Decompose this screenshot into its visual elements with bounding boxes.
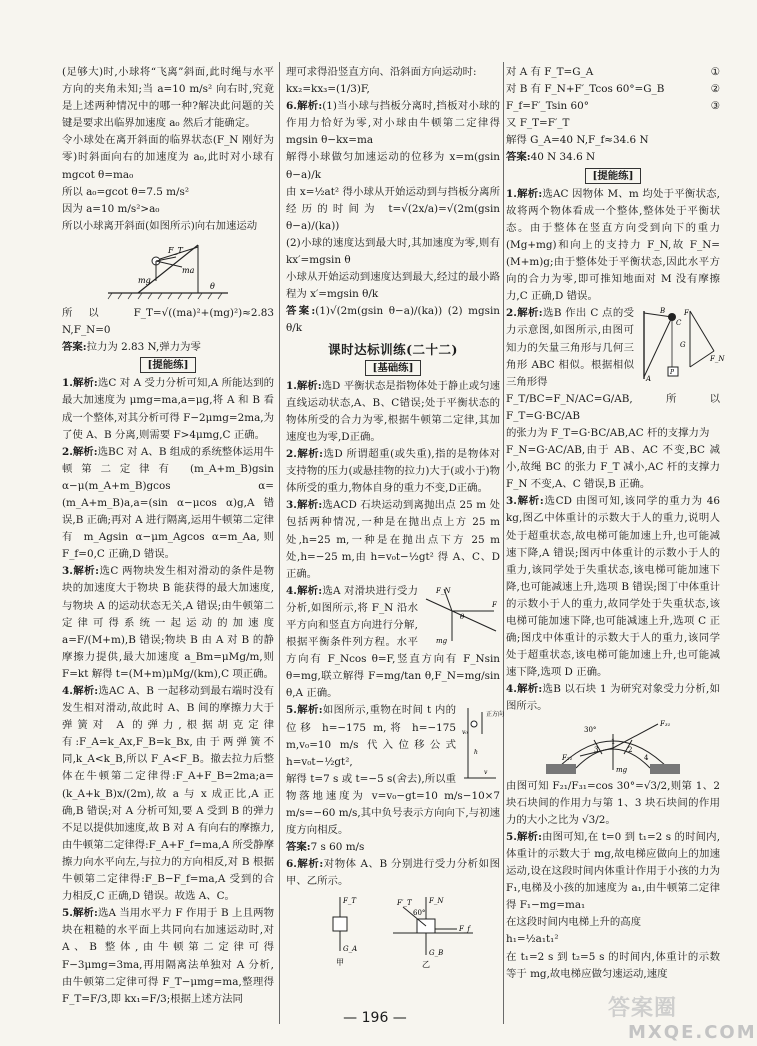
label-fn: F_N [710,355,725,364]
label-ga: G_A [343,944,358,953]
question-number: 2. [286,448,297,461]
question [286,446,500,497]
question-number: 2. [62,445,73,458]
label-ff: F_f [459,924,470,933]
section-heading [506,168,720,185]
label-ft: F_T [343,896,357,905]
question-text: 选B 作出 C 点的受力示意图,如图所示,由图可知力的矢量三角形与几何三角形 ABC 相似。根据相似三角形得 [506,307,634,388]
label-gb: G_B [429,948,444,957]
label-ft-prime: F′_T [397,898,412,907]
rod-rope-figure [638,307,725,384]
label-b: B [660,307,666,316]
label-f31: F₃₁ [660,719,671,728]
label-ft: F_T [168,245,183,255]
figure-caption-yi: 乙 [422,959,430,969]
question-text: 选BC 对 A、B 组成的系统整体运用牛顿第二定律有 (m_A+m_B)gsin α−μ(m_A+m_B)gcos α=(m_A+m_B)a,a=(sin α−μcos α)g,A 错误,B 正确;再对 A 进行隔离,运用牛顿第二定律有 m_Agsin α−μm_Agcos α=m_Aa,则 F_f=0,C 正确,D 错误。 [62,445,274,561]
label-a: A [646,375,652,384]
answer-line [286,303,500,337]
column-divider [279,62,280,1024]
label-v: v [484,769,488,777]
falling-object-figure [460,704,505,782]
analysis-label: 解析: [516,187,543,200]
question-text: 对物体 A、B 分别进行受力分析如图甲、乙所示。 [286,858,500,888]
label-ma: ma [182,265,195,275]
question [286,583,500,703]
equation: F_f=F′_Tsin 60° [506,100,589,113]
question-text: 由图可知,在 t=0 到 t₁=2 s 的时间内,体重计的示数大于 mg,故电梯应做向上的加速运动,设在这段时间内体重计作用于小孩的力为 F₁,电梯及小孩的加速度为 a₁,由牛顿第二定律得 F₁−mg=ma₁ [506,830,720,912]
answer-line [286,839,500,856]
question-number: 5. [286,704,297,717]
analysis-label: 解析: [72,565,99,578]
column-middle [286,64,505,971]
label-f21: F₂₁ [562,753,573,762]
section-label: [基础练] [365,360,420,376]
paragraph: 由 x=½at² 得小球从开始运动到与挡板分离所经历的时间为 t=√(2x/a)=√(2m(gsin θ−a)/(ka)) [286,185,500,232]
page-number: — 196 — [343,1010,407,1026]
analysis-label: 解析: [296,499,323,512]
question-text: 选B 以石块 1 为研究对象受力分析,如图所示。 [506,683,720,713]
equation: 对 B 有 F_N+F′_Tcos 60°=G_B [506,83,665,96]
question [506,493,720,681]
answer-text: 拉力为 2.83 N,弹力为零 [86,341,201,354]
answer-label: 答案: [286,305,316,318]
question [506,681,720,715]
label-stone-4: 4 [644,753,649,762]
analysis-label: 解析: [72,377,98,390]
paragraph: 的张力为 F_T=G·BC/AB,AC 杆的支撑力为 [506,426,710,439]
analysis-label: 解析: [72,445,98,458]
analysis-label: 解析: [296,584,323,597]
question [506,305,725,390]
question-text: 选D 平衡状态是指物体处于静止或匀速直线运动状态,A、B、C错误;处于平衡状态的物体所受的合力为零,根据牛顿第二定律,其加速度也为零,D正确。 [286,379,500,443]
paragraph: 令小球处在离开斜面的临界状态(F_N 刚好为零)时斜面向右的加速度为 a₀,此时对小球有 mgcot θ=ma₀ [62,134,274,181]
analysis-label: 解析: [296,379,322,392]
question [286,856,500,890]
label-stone-2: 2 [628,745,633,754]
question-text: 选ACD 石块运动到离抛出点 25 m 处包括两种情况,一种是在抛出点上方 25 m 处,h=25 m,一种是在抛出点下方 25 m 处,h=−25 m,由 h=v₀t−½gt² 得 A、C、D 正确。 [286,499,500,580]
analysis-label: 解析: [296,448,323,461]
question-number: 1. [286,379,297,392]
answer-text: (1)√(2m(gsin θ−a)/(ka)) (2) mgsin θ/k [286,305,500,335]
label-g: G [680,341,686,350]
equation: 对 A 有 F_T=G_A [506,66,594,78]
paragraph: 又 F_T=F′_T [506,117,570,130]
analysis-label: 解析: [72,685,99,697]
question [286,497,500,582]
question-number: 6. [286,858,297,871]
question [286,98,500,149]
question-number: 2. [506,307,517,320]
label-v0: v₀ [462,729,468,737]
answer-label: 答案: [62,341,87,354]
question-number: 6. [286,100,297,113]
analysis-label: 解析: [516,683,543,696]
paragraph: (2)小球的速度达到最大时,其加速度为零,则有 kx′=mgsin θ [286,236,500,267]
label-fn: F_N [436,586,451,595]
question-number: 4. [506,683,517,696]
paragraph: 在这段时间内电梯上升的高度 [506,916,642,929]
question-text: 选C 两物块发生相对滑动的条件是物块的加速度大于物块 B 能获得的最大加速度,与物块 A 的运动状态无关,A 错误;由牛顿第二定律可得系统一起运动的加速度 a=F/(M+m),B 错误;物块 B 由 A 对 B 的静摩擦力提供,最大加速度 a_Bm=μMg/m,则 F=kt 解得 t=(M+m)μMg/(km),C 项正确。 [62,565,274,680]
label-p: P [670,369,675,377]
equation-line [506,81,720,98]
paragraph: 所以小球离开斜面(如图所示)向右加速运动 [62,219,258,232]
label-h: h [474,749,478,757]
question-number: 1. [62,377,73,390]
paragraph: 理可求得沿竖直方向、沿斜面方向运动时: [286,66,477,78]
question [506,829,720,914]
equation-line [506,98,720,115]
column-divider [503,62,504,1024]
label-direction: 正方向 [486,711,505,719]
page-title: 课时达标训练(二十二) [328,341,458,357]
label-mg: mg [436,636,448,645]
analysis-label: 解析: [296,704,323,717]
question-text: 选AC A、B 一起移动到最右端时没有发生相对滑动,故此时 A、B 间的摩擦力大于弹簧对 A 的弹力,根据胡克定律有:F_A=k_Ax,F_B=k_Bx,由于两弹簧不同,k_A<k_B,所以 F_A<F_B。撤去拉力后整体在牛顿第二定律得:F_A+F_B=2ma;a=(k_A+k_B)x/(2m),故 a 与 x 成正比,A 正确,B 错误;对 A 分析可知,要 A 受到 B 的弹力不足以提供加速度,故 B 对 A 有向右的摩擦力,由牛顿第二定律得:F_A+F_f=ma,A 所受静摩擦力向水平向左,与拉力的方向相反,对 B 根据牛顿第二定律得:F_B−F_f=ma,A 受到的合力相反,C 正确,D 错误。故选 A、C。 [62,685,274,903]
answer-line [62,339,274,356]
paragraph: (足够大)时,小球将“飞离”斜面,此时绳与水平方向的夹角未知;当 a=10 m/s² 向右时,究竟是上述两种情况中的哪一种?解决此问题的关键是要求出临界加速度 a₀ 然后才能确定。 [62,66,274,130]
equation-number: ① [710,66,720,78]
question [62,905,274,1008]
label-c: C [676,319,682,328]
paragraph: 小球从开始运动到速度达到最大,经过的最小路程为 x′=mgsin θ/k [286,271,500,301]
question [62,375,274,443]
question [62,683,274,905]
page-number-value: 196 [361,1010,389,1026]
question [286,702,505,777]
label-f: F [492,600,497,609]
analysis-label: 解析: [72,907,98,920]
paragraph: 在 t₁=2 s 到 t₂=5 s 的时间内,体重计的示数等于 mg,故电梯应做匀速运动,速度 [506,950,720,980]
equation-number: ③ [710,100,720,113]
watermark-url: MXQE.COM [628,1022,757,1043]
paragraph: 因为 a=10 m/s²>a₀ [62,202,160,215]
block-force-figure [422,585,500,647]
analysis-label: 解析: [516,307,543,320]
label-60deg: 60° [413,908,426,917]
question [286,378,500,446]
paragraph: F_T/BC=F_N/AC=G/AB,所以 F_T=G·BC/AB [506,392,720,422]
answer-text: 7 s 60 m/s [310,841,365,854]
label-mg: mg [616,765,628,774]
paragraph: 解得小球做匀加速运动的位移为 x=m(gsin θ−a)/k [286,151,500,181]
question-number: 3. [62,565,73,578]
analysis-label: 解析: [296,100,323,113]
question-number: 3. [506,495,517,508]
column-right [506,64,725,983]
section-heading [286,360,500,377]
label-stone-1: 1 [611,737,616,746]
question-number: 1. [506,187,517,200]
question [506,186,720,306]
question-number: 5. [506,830,517,843]
answer-label: 答案: [506,151,531,164]
label-stone-3: 3 [594,745,599,754]
label-theta: θ [210,281,215,291]
label-30deg: 30° [584,725,597,734]
label-f: F [684,309,689,318]
question-number: 4. [286,584,297,597]
paragraph: 解得 G_A=40 N,F_f≈34.6 N [506,134,649,147]
question-text: (1)当小球与挡板分离时,挡板对小球的作用力恰好为零,对小球由牛顿第二定律得 mgsin θ−kx=ma [286,100,500,147]
free-body-diagrams [293,893,493,969]
question-text: 选A 当用水平力 F 作用于 B 上且两物块在粗糙的水平面上共同向右加速运动时,对 A、B 整体,由牛顿第二定律可得 F−3μmg=3ma,再用隔离法单独对 A 分析,由牛顿第二定律可得 F_T−μmg=ma,整理得 F_T=F/3,即 kx₁=F/3;根据上述方法同 [62,907,274,1005]
question [62,563,274,683]
paragraph: 所以 F_T=√((ma)²+(mg)²)≈2.83 N,F_N=0 [62,306,274,337]
section-heading [62,357,274,374]
question-number: 4. [62,685,73,697]
paragraph: 所以 a₀=gcot θ=7.5 m/s² [62,185,189,198]
question-number: 5. [62,907,73,920]
answer-text: 40 N 34.6 N [530,151,596,164]
label-theta: θ [460,612,465,621]
watermark-text: 答案圈 [608,996,678,1021]
question-text: 如图所示,重物在时间 t 内的位移 h=−175 m,将 h=−175 m,v₀=10 m/s 代入位移公式 h=v₀t−½gt², [286,704,456,768]
answer-line [506,149,720,166]
question-text: 选D 所谓超重(或失重),指的是物体对支持物的压力(或悬挂物的拉力)大于(或小于)物体所受的重力,物体自身的重力不变,D正确。 [286,448,500,495]
answer-label: 答案: [286,841,311,854]
stone-arch-figure [528,718,698,776]
figure-caption-jia: 甲 [336,957,344,967]
equation-number: ② [710,83,720,96]
question-text: 选A 对滑块进行受力分析,如图所示,将 F_N 沿水平方向和竖直方向进行分解,根据平衡条件列方程。水平方向有 F_Ncos θ=F,竖直方向有 F_Nsin θ=mg,联立解得 F=mg/tan θ,F_N=mg/sin θ,A 正确。 [286,584,500,700]
section-label: [提能练] [585,168,640,184]
paragraph: 由图可知 F₂₁/F₃₁=cos 30°=√3/2,则第 1、2 块石块间的作用力与第 1、3 块石块间的作用力的大小之比为 √3/2。 [506,779,720,826]
column-left [62,64,274,1008]
analysis-label: 解析: [516,830,542,843]
question-text: 选CD 由图可知,该同学的重力为 46 kg,图乙中体重计的示数大于人的重力,说明人处于超重状态,故电梯可能加速上升,也可能减速下降,A 错误;图丙中体重计的示数小于人的重力,该同学处于失重状态,该电梯可能加速下降,也可能减速上升,选项 B 错误;图丁中体重计的示数小于人的重力,故同学处于失重状态,该电梯可能加速下降,也可能减速上升,选项 C 正确;图戊中体重计的示数大于人的重力,该同学处于超重状态,该电梯可能加速上升,也可能减速下降,选项 D 正确。 [506,495,720,679]
question-number: 3. [286,499,297,512]
analysis-label: 解析: [516,495,544,508]
equation-line [506,64,720,81]
paragraph: h₁=½a₁t₁² [506,933,559,946]
question-text: 选C 对 A 受力分析可知,A 所能达到的最大加速度为 μmg=ma,a=μg,将 A 和 B 看成一个整体,对其分析可得 F−2μmg=2ma,为了使 A、B 分离,则需要 F>4μmg,C 正确。 [62,377,274,441]
label-fn: F_N [429,896,444,905]
paragraph: F_N=G·AC/AB,由于 AB、AC 不变,BC 减小,故绳 BC 的张力 F_T 减小,AC 杆的支撑力 F_N 不变,A、C 错误,B 正确。 [506,444,720,491]
question-text: 选AC 因物体 M、m 均处于平衡状态,故将两个物体看成一个整体,整体处于平衡状态。由于整体在竖直方向受到向下的重力(Mg+mg)和向上的支持力 F_N,故 F_N=(M+m)g;由于整体处于平衡状态,因此水平方向的合力为零,即可推知地面对 M 没有摩擦力,C 正确,D 错误。 [506,187,720,303]
paragraph: 解得 t=7 s 或 t=−5 s(舍去),所以重物落地速度为 v=v₀−gt=10 m/s−10×7 m/s=−60 m/s,其中负号表示方向向下,与初速度方向相反。 [286,772,500,837]
label-mg: mg [138,275,151,285]
analysis-label: 解析: [296,858,324,871]
paragraph: kx₂=kx₃=(1/3)F, [286,83,370,96]
section-label: [提能练] [140,357,195,373]
incline-ball-figure [98,237,238,303]
question [62,444,274,564]
